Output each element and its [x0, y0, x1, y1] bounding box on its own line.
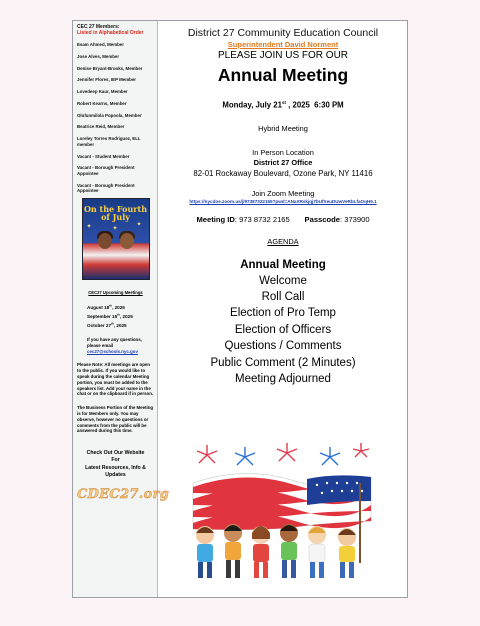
meeting-id-value: : 973 8732 2165 [234, 214, 290, 224]
office-name: District 27 Office [253, 157, 313, 167]
please-join-text: PLEASE JOIN US FOR OUR [217, 50, 349, 61]
superintendent-name: Superintendent David Norment [227, 40, 339, 49]
member-item: Denise Bryant-Brooks, Member [77, 65, 143, 71]
upcoming-meetings-title: CEC27 Upcoming Meetings [88, 289, 143, 295]
join-zoom-label: Join Zoom Meeting [251, 188, 315, 198]
agenda-item: Questions / Comments [224, 340, 342, 353]
member-item: Esam Ahmed, Member [77, 42, 124, 47]
meeting-id-label: Meeting ID [196, 214, 235, 224]
agenda-item: Election of Pro Temp [230, 307, 336, 320]
meeting-credentials [158, 215, 408, 224]
office-address: 82-01 Rockaway Boulevard, Ozone Park, NY 11416 [193, 168, 373, 178]
website-promo-line: Updates [105, 471, 126, 478]
meeting-date-day: Monday, July 21 [222, 100, 282, 110]
agenda-item: Meeting Adjourned [235, 373, 331, 386]
members-title: CEC 27 Members: [77, 24, 120, 30]
member-item: Vacant - Student Member [77, 153, 130, 159]
member-item: Loreley Torres Rodriguez, ELL member [77, 136, 141, 147]
firework-icon [197, 443, 369, 465]
public-note: Please Note: All meetings are open to the public. If you would like to speak during the calendar Meeting portion, you must be added to the speakers list. Add your name in the chat or on the clipboard if in person. [77, 362, 154, 397]
member-item: Robert Kearns, Member [77, 100, 127, 106]
upcoming-date: October 27th, 2025 [87, 321, 127, 328]
website-promo-line: For [111, 457, 120, 464]
members-listed-note: Listed in Alphabetical Order [77, 30, 144, 36]
zoom-link[interactable]: https://nycdoe.zoom.us/j/97387322165?pwd=ANaXRskjqj7bUfXeuDUwVeRbLfaOqH9.1 [189, 198, 377, 204]
upcoming-dates [87, 302, 154, 329]
business-note: The Business Portion of the Meeting is for Members only. You may observe, however no questions or comments from the public will be answered during this time. [77, 405, 154, 434]
meeting-date [158, 100, 408, 110]
passcode-label: Passcode [304, 214, 340, 224]
website-link[interactable]: CDEC27.org [77, 487, 170, 503]
hybrid-label: Hybrid Meeting [258, 123, 308, 133]
agenda-item: Roll Call [261, 291, 305, 303]
questions-label: If you have any questions, please email [87, 337, 142, 348]
website-promo-line: Latest Resources, Info & [85, 464, 146, 471]
in-person-label: In Person Location [252, 147, 314, 157]
meeting-date-suffix: st [281, 100, 286, 105]
sidebar [73, 21, 170, 597]
member-item: Olufunmilola Popoola, Member [77, 112, 142, 118]
flyer-page [72, 20, 408, 598]
book-cover-image: On the Fourth of July ✦ ✦ ✦ [82, 198, 150, 280]
meeting-date-rest: , 2025 6:30 PM [286, 100, 344, 110]
questions-text [87, 337, 154, 354]
agenda-title: Annual Meeting [240, 258, 326, 271]
main-content [158, 21, 408, 597]
agenda-item: Welcome [259, 274, 307, 287]
council-name: District 27 Community Education Council [187, 27, 379, 39]
member-item: Vacant - Borough President Appointee [77, 165, 135, 176]
email-link[interactable]: cec27@schools.nyc.gov [87, 348, 138, 354]
website-promo [77, 450, 154, 479]
upcoming-date: August 18th, 2025 [87, 302, 125, 310]
kids-flag-illustration [185, 443, 375, 581]
member-item: Vacant - Borough President Appointee [77, 182, 135, 194]
page-title: Annual Meeting [217, 65, 349, 85]
member-item: Lovedeep Kaur, Member [77, 89, 128, 95]
agenda-item: Public Comment (2 Minutes) [210, 356, 356, 369]
upcoming-date: September 15th, 2025 [87, 312, 133, 319]
agenda-heading: AGENDA [267, 236, 299, 246]
website-promo-line: Check Out Our Website [86, 450, 145, 457]
member-item: Jose Alves, Member [77, 53, 120, 59]
passcode-value: : 373900 [340, 214, 370, 224]
book-title: On the Fourth of July [83, 203, 148, 222]
flag-shape [193, 473, 371, 529]
agenda-item: Election of Officers [234, 323, 332, 336]
member-item: Beatrice Reid, Member [77, 124, 125, 130]
member-item: Jennifer Flores, IEP Member [77, 77, 136, 83]
